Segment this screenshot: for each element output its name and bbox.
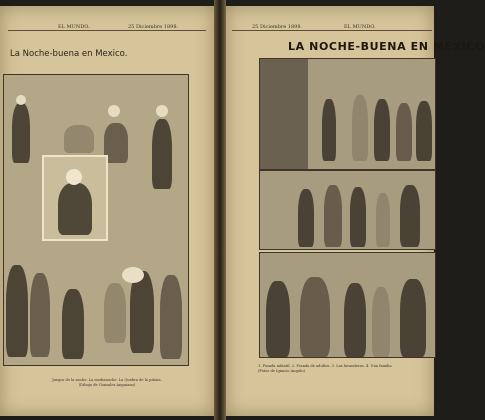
right-page-header <box>226 12 434 30</box>
photo-figure <box>416 101 432 161</box>
illustration-figure <box>104 283 126 343</box>
illustration-figure <box>130 271 154 353</box>
illustration-head <box>156 105 168 117</box>
left-caption <box>20 378 194 388</box>
photo-figure <box>352 95 368 161</box>
photo-figure <box>322 99 336 161</box>
left-caption-line1: Juegos de la noche. La medianoche. La Quebra de la piñata. <box>52 378 162 382</box>
right-caption-line1: 1. Posada infantil. 2. Posada de adultos. 3. Las lavanderas. 4. Una familia <box>258 364 392 368</box>
illustration-head <box>108 105 120 117</box>
illustration-figure <box>6 265 28 357</box>
photo-figure <box>298 189 314 247</box>
right-page-title: LA NOCHE-BUENA EN MEXICO <box>288 40 485 53</box>
illustration-figure <box>160 275 182 359</box>
book-gutter <box>214 0 226 420</box>
photo-panel-top <box>259 58 436 170</box>
illustration-figure <box>12 103 30 163</box>
illustration-figure <box>62 289 84 359</box>
left-page <box>0 6 214 416</box>
photo-figure <box>400 279 426 357</box>
photo-panel-middle <box>259 170 436 250</box>
left-header-date: 25 Diciembre 1898. <box>128 24 179 30</box>
photo-panel-bottom <box>259 252 436 358</box>
photo-figure <box>374 99 390 161</box>
left-page-title: La Noche-buena en Mexico. <box>10 49 128 59</box>
right-header-masthead: EL MUNDO. <box>344 24 376 30</box>
photo-figure <box>344 283 366 357</box>
left-illustration <box>3 74 189 366</box>
illustration-figure <box>30 273 50 357</box>
inset-portrait <box>42 155 108 241</box>
pinata-shape <box>122 267 144 283</box>
left-header-rule <box>8 30 206 31</box>
photo-figure <box>400 185 420 247</box>
left-header-masthead: EL MUNDO. <box>58 24 90 30</box>
left-page-header <box>0 12 214 30</box>
photo-figure <box>372 287 390 357</box>
portrait-head <box>66 169 82 185</box>
illustration-figure <box>152 119 172 189</box>
illustration-figure <box>64 125 94 153</box>
tree-area <box>260 59 308 169</box>
illustration-head <box>16 95 26 105</box>
left-caption-line2: (Dibujo de Gonzalez Anguiano) <box>78 383 136 387</box>
photo-figure <box>266 281 290 357</box>
photo-figure <box>376 193 390 247</box>
right-header-rule <box>232 30 432 31</box>
photo-figure <box>350 187 366 247</box>
right-caption-line2: (Fotos de Ignacio Angulo) <box>258 369 305 373</box>
photo-figure <box>324 185 342 247</box>
photo-figure <box>396 103 412 161</box>
portrait-figure <box>58 183 92 235</box>
photo-figure <box>300 277 330 357</box>
right-caption <box>258 364 434 374</box>
right-header-date: 25 Diciembre 1898. <box>252 24 303 30</box>
